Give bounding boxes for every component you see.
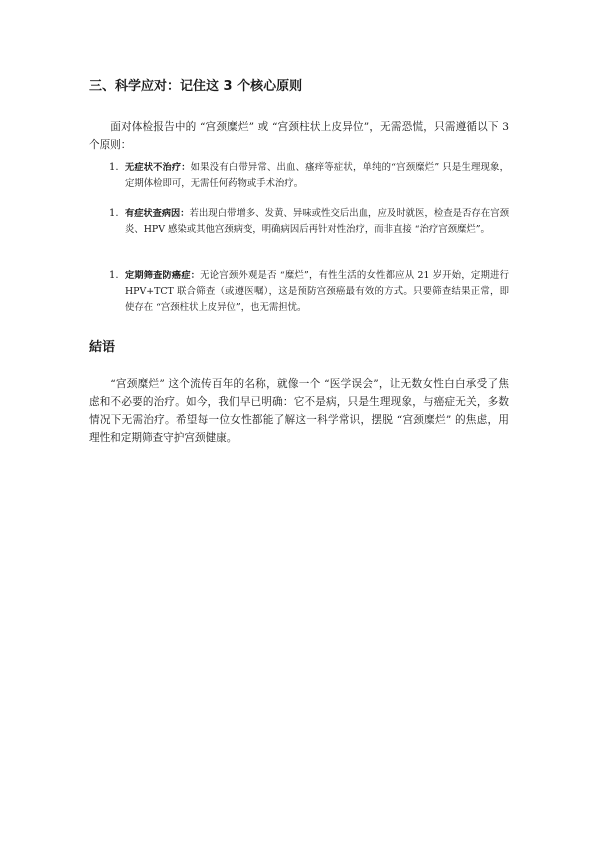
list-marker: 1. <box>109 270 119 281</box>
list-item-text <box>125 268 509 316</box>
list-item-title: 定期筛查防癌症： <box>125 270 201 281</box>
list-marker: 1. <box>109 162 119 173</box>
list-item-body: 无论宫颈外观是否 “糜烂”，有性生活的女性都应从 21 岁开始，定期进行 HPV+TCT 联合筛查（或遵医嘱），这是预防宫颈癌最有效的方式。只要筛查结果正常，即使存在 “宫颈柱状上皮异位”，也无需担忧。 <box>125 270 509 313</box>
section-heading: 三、科学应对：记住这 3 个核心原则 <box>89 79 303 94</box>
list-item-text <box>125 160 509 192</box>
conclusion-heading: 結语 <box>89 340 116 355</box>
list-item-title: 无症状不治疗： <box>125 162 191 173</box>
list-item-body: 如果没有白带异常、出血、瘙痒等症状，单纯的“宫颈糜烂” 只是生理现象，定期体检即可，无需任何药物或手术治疗。 <box>125 162 509 189</box>
list-item-text <box>125 206 509 238</box>
list-item-title: 有症状查病因： <box>125 208 190 219</box>
intro-paragraph: 面对体检报告中的 “宫颈糜烂” 或 “宫颈柱状上皮异位”，无需恐慌，只需遵循以下 3 个原则： <box>89 121 509 151</box>
list-item-body: 若出现白带增多、发黄、异味或性交后出血，应及时就医，检查是否存在宫颈炎、HPV 感染或其他宫颈病变，明确病因后再针对性治疗，而非直接 “治疗宫颈糜烂”。 <box>125 208 509 235</box>
list-marker: 1. <box>109 208 119 219</box>
conclusion-paragraph: “宫颈糜烂” 这个流传百年的名称，就像一个 “医学误会”，让无数女性白白承受了焦虑和不必要的治疗。如今，我们早已明确：它不是病，只是生理现象，与癌症无关，多数情况下无需治疗。希望每一位女性都能了解这一科学常识，摆脱 “宫颈糜烂” 的焦虑，用理性和定期筛查守护宫颈健康。 <box>89 378 509 444</box>
